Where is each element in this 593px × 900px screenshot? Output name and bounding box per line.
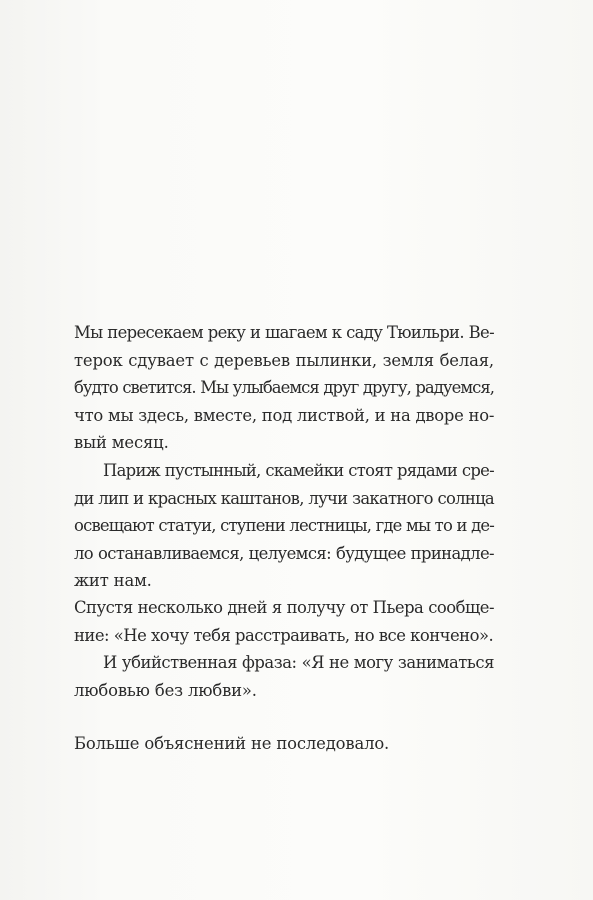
paragraph-message-received <box>74 594 494 649</box>
text-line: Спустя несколько дней я получу от Пьера сообще- <box>74 598 494 617</box>
paragraph-killer-phrase <box>74 649 494 704</box>
text-line: И убийственная фраза: «Я не могу заниматься <box>103 653 494 673</box>
text-line: ние: «Не хочу тебя расстраивать, но все кончено». <box>74 625 494 645</box>
text-line: освещают статуи, ступени лестницы, где мы то и де- <box>74 516 494 536</box>
text-line: терок сдувает с деревьев пылинки, земля белая, <box>74 350 494 370</box>
text-line: любовью без любви». <box>74 680 257 700</box>
text-line: будто светится. Мы улыбаемся друг другу, радуемся, <box>74 378 494 398</box>
text-line: ло останавливаемся, целуемся: будущее принадле- <box>74 543 494 563</box>
text-line: Париж пустынный, скамейки стоят рядами сре- <box>103 460 494 480</box>
text-line: ди лип и красных каштанов, лучи закатного солнца <box>74 488 494 508</box>
paragraph-closing <box>74 730 494 758</box>
text-line: Больше объяснений не последовало. <box>74 734 390 753</box>
text-line: Мы пересекаем реку и шагаем к саду Тюильри. Ве- <box>74 323 494 342</box>
passage-message <box>74 594 494 704</box>
paragraph-crossing-river <box>74 319 494 457</box>
paragraph-paris-deserted <box>74 457 494 595</box>
text-line: что мы здесь, вместе, под листвой, и на дворе но- <box>74 405 495 425</box>
text-line: жит нам. <box>74 571 152 591</box>
passage-no-explanation <box>74 730 494 758</box>
text-line: вый месяц. <box>74 433 169 453</box>
passage-tuileries <box>74 319 494 595</box>
